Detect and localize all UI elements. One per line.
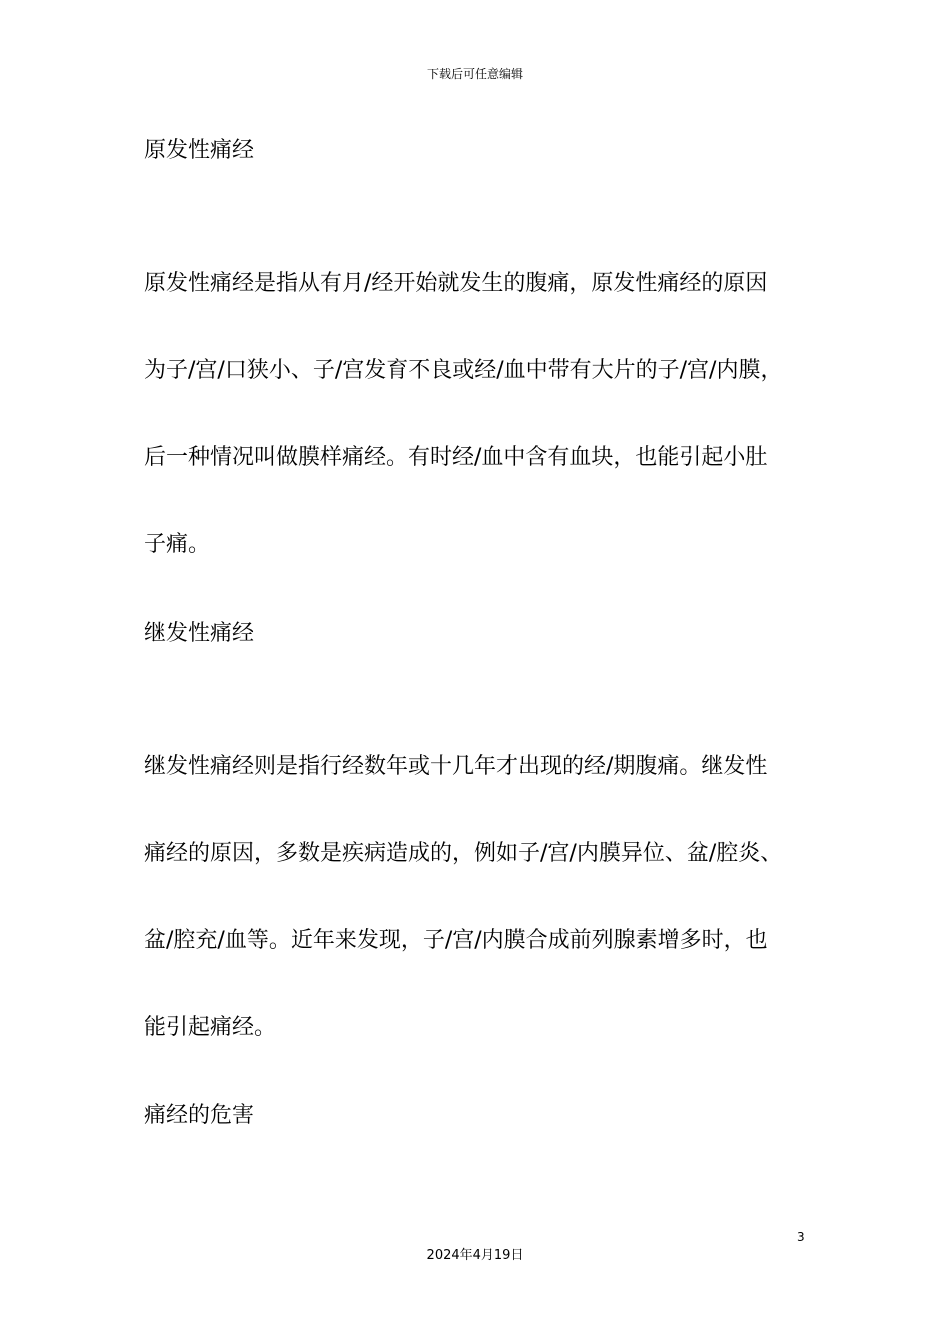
paragraph-line: 原发性痛经是指从有月/经开始就发生的腹痛，原发性痛经的原因 [144,271,768,296]
paragraph-line: 盆/腔充/血等。近年来发现，子/宫/内膜合成前列腺素增多时，也 [144,928,768,953]
paragraph-line: 继发性痛经则是指行经数年或十几年才出现的经/期腹痛。继发性 [144,754,768,779]
page-header: 下载后可任意编辑 [426,67,523,81]
paragraph-line: 能引起痛经。 [144,1015,277,1040]
paragraph-line: 为子/宫/口狭小、子/宫发育不良或经/血中带有大片的子/宫/内膜， [144,358,783,383]
section-heading-primary-dysmenorrhea: 原发性痛经 [144,138,255,163]
section-heading-harms: 痛经的危害 [144,1103,255,1128]
paragraph-line: 后一种情况叫做膜样痛经。有时经/血中含有血块，也能引起小肚 [144,445,768,470]
page-number: 3 [797,1230,805,1244]
paragraph-line: 痛经的原因，多数是疾病造成的，例如子/宫/内膜异位、盆/腔炎、 [144,841,783,866]
footer-date: 2024年4月19日 [426,1248,524,1263]
section-heading-secondary-dysmenorrhea: 继发性痛经 [144,621,255,646]
paragraph-line: 子痛。 [144,532,211,557]
